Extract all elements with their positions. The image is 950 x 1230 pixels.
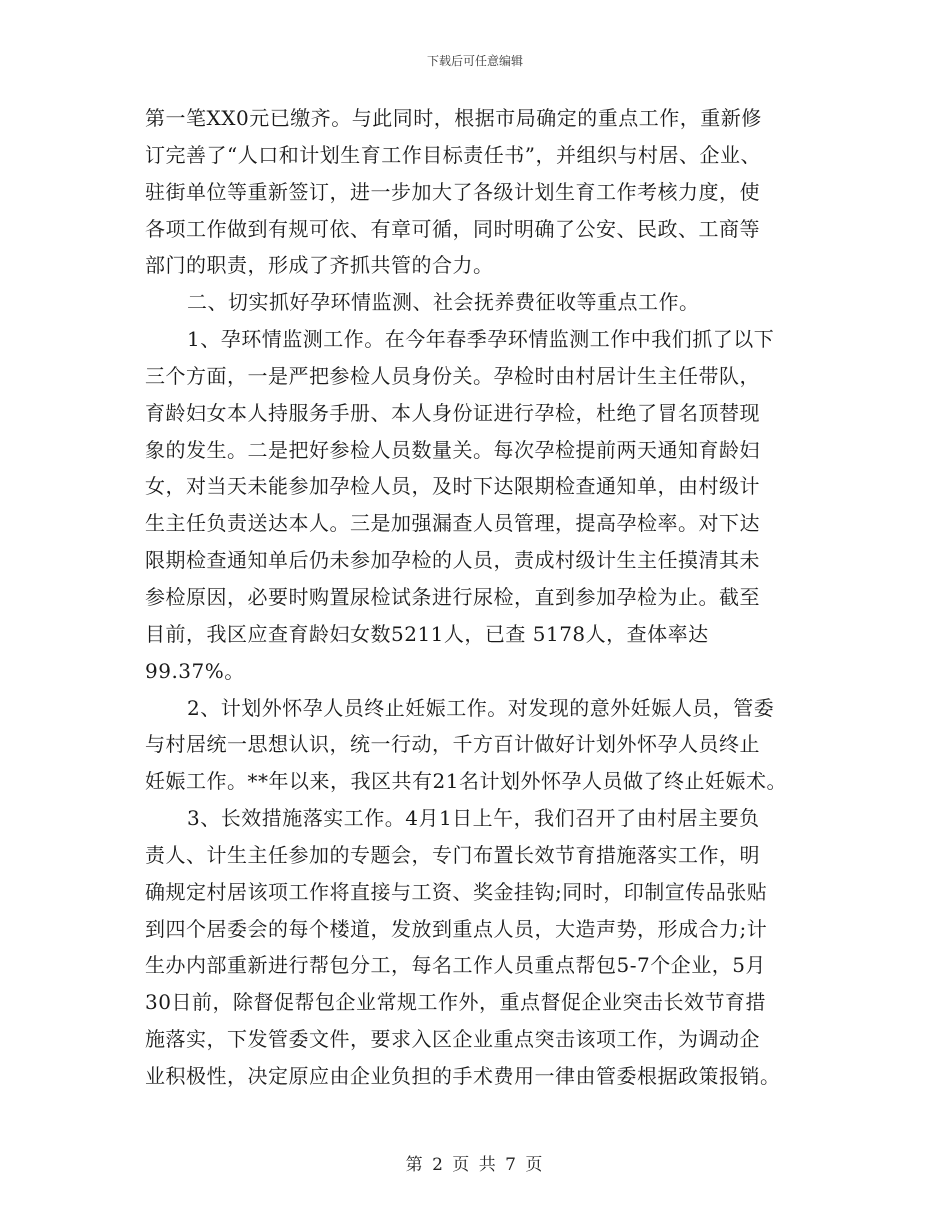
document-body (145, 100, 810, 1095)
text-line-11: 女，对当天未能参加孕检人员，及时下达限期检查通知单，由村级计 (145, 474, 760, 499)
text-line-1: 第一笔XX0元已缴齐。与此同时，根据市局确定的重点工作，重新修 (145, 106, 762, 130)
text-line-9: 育龄妇女本人持服务手册、本人身份证进行孕检，杜绝了冒名顶替现 (145, 400, 760, 425)
text-line-5: 部门的职责，形成了齐抓共管的合力。 (145, 253, 494, 278)
text-line-12: 生主任负责送达本人。三是加强漏查人员管理，提高孕检率。对下达 (145, 511, 760, 536)
text-line-19: 妊娠工作。**年以来，我区共有21名计划外怀孕人员做了终止妊娠术。 (145, 769, 787, 794)
text-line-4: 各项工作做到有规可依、有章可循，同时明确了公安、民政、工商等 (145, 216, 760, 241)
page-number-footer: 第 2 页 共 7 页 (405, 1155, 545, 1175)
text-line-26: 施落实，下发管委文件，要求入区企业重点突击该项工作，为调动企 (145, 1027, 760, 1052)
text-line-13: 限期检查通知单后仍未参加孕检的人员，责成村级计生主任摸清其未 (145, 548, 760, 573)
text-line-20: 3、长效措施落实工作。4月1日上午，我们召开了由村居主要负 (187, 806, 760, 831)
text-line-21: 责人、计生主任参加的专题会，专门布置长效节育措施落实工作，明 (145, 842, 760, 867)
text-line-17: 2、计划外怀孕人员终止妊娠工作。对发现的意外妊娠人员，管委 (187, 695, 775, 720)
section-heading-2: 二、切实抓好孕环情监测、社会抚养费征收等重点工作。 (187, 290, 700, 315)
text-line-23: 到四个居委会的每个楼道，发放到重点人员，大造声势，形成合力;计 (145, 916, 768, 941)
text-line-3: 驻街单位等重新签订，进一步加大了各级计划生育工作考核力度，使 (145, 179, 760, 204)
text-line-16: 99.37%。 (145, 658, 245, 683)
text-line-15: 目前，我区应查育龄妇女数5211人，已查 5178人，查体率达 (145, 621, 709, 646)
text-line-10: 象的发生。二是把好参检人员数量关。每次孕检提前两天通知育龄妇 (145, 437, 760, 462)
text-line-22: 确规定村居该项工作将直接与工资、奖金挂钩;同时，印制宣传品张贴 (145, 879, 768, 904)
text-line-8: 三个方面，一是严把参检人员身份关。孕检时由村居计生主任带队， (145, 363, 760, 388)
text-line-7: 1、孕环情监测工作。在今年春季孕环情监测工作中我们抓了以下 (187, 327, 775, 352)
text-line-18: 与村居统一思想认识，统一行动，千方百计做好计划外怀孕人员终止 (145, 732, 760, 757)
text-line-14: 参检原因，必要时购置尿检试条进行尿检，直到参加孕检为止。截至 (145, 584, 760, 609)
text-line-24: 生办内部重新进行帮包分工，每名工作人员重点帮包5-7个企业，5月 (145, 953, 766, 978)
text-line-2: 订完善了“人口和计划生育工作目标责任书”，并组织与村居、企业、 (145, 142, 761, 167)
text-line-25: 30日前，除督促帮包企业常规工作外，重点督促企业突击长效节育措 (145, 990, 766, 1015)
text-line-27: 业积极性，决定原应由企业负担的手术费用一律由管委根据政策报销。 (145, 1063, 781, 1088)
page-header-note: 下载后可任意编辑 (426, 54, 523, 68)
